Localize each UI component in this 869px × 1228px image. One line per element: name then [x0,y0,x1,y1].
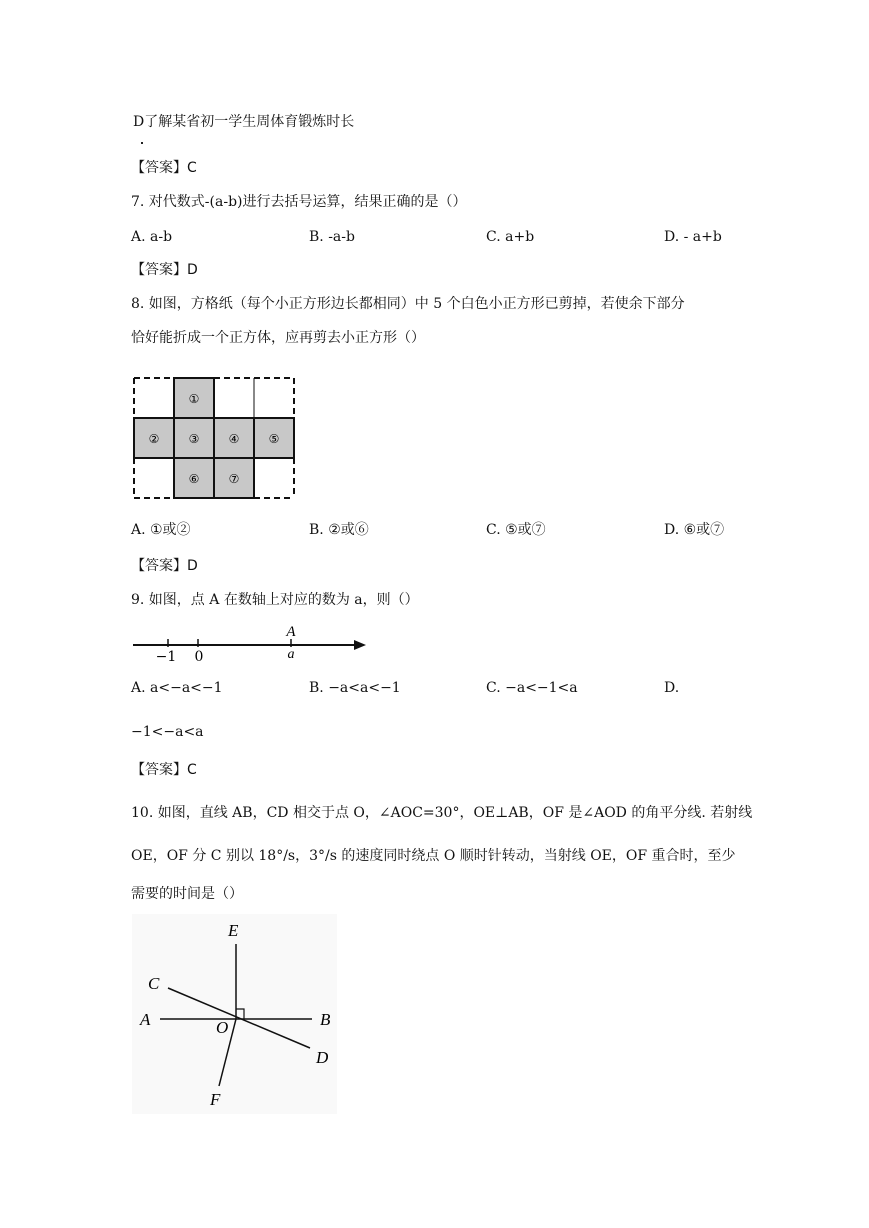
q9-option-b: B. −a<a<−1 [309,680,401,696]
question-10-line2: OE，OF 分 C 别以 18°/s，3°/s 的速度同时绕点 O 顺时针转动，当射线 OE，OF 重合时，至少 [131,848,736,864]
point-a-label: A [286,624,296,640]
cell-7: ⑦ [228,472,240,486]
q8-option-d: D. ⑥或⑦ [664,522,725,538]
question-9: 9. 如图，点 A 在数轴上对应的数为 a，则（） [131,592,419,608]
q9-option-a: A. a<−a<−1 [131,680,223,696]
tick-zero: 0 [194,649,204,665]
cube-net-figure [130,374,300,502]
number-line-figure [130,620,375,664]
cell-2: ② [148,432,160,446]
answer-9: 【答案】C [131,762,197,778]
question-10-line1: 10. 如图，直线 AB，CD 相交于点 O，∠AOC=30°，OE⊥AB，OF 是∠AOD 的角平分线. 若射线 [131,805,753,821]
q7-option-a: A. a-b [131,229,173,245]
label-f: F [210,1090,221,1109]
stray-dot [141,142,143,144]
label-a: A [140,1010,151,1029]
q8-option-b: B. ②或⑥ [309,522,369,538]
answer-6: 【答案】C [131,160,197,176]
label-o: O [216,1018,229,1037]
question-8-line1: 8. 如图，方格纸（每个小正方形边长都相同）中 5 个白色小正方形已剪掉，若使余下部分 [131,296,685,312]
cell-4: ④ [228,432,240,446]
q7-option-d: D. - a+b [664,229,722,245]
answer-7: 【答案】D [131,262,198,278]
label-b: B [320,1010,331,1029]
q7-option-b: B. -a-b [309,229,355,245]
label-d: D [316,1048,329,1067]
question-7: 7. 对代数式-(a-b)进行去括号运算，结果正确的是（） [131,194,467,210]
answer-8: 【答案】D [131,558,198,574]
option-d-text: D了解某省初一学生周体育锻炼时长 [133,114,355,130]
label-c: C [148,974,160,993]
cell-5: ⑤ [268,432,280,446]
q9-option-d: D. [664,680,680,696]
q9-option-d-content: −1<−a<a [131,724,204,740]
cell-6: ⑥ [188,472,200,486]
value-a-label: a [287,647,295,662]
tick-minus-one: −1 [155,649,177,665]
cell-3: ③ [188,432,200,446]
q9-option-c: C. −a<−1<a [486,680,578,696]
cell-1: ① [188,392,200,406]
question-8-line2: 恰好能折成一个正方体，应再剪去小正方形（） [131,330,425,346]
question-10-line3: 需要的时间是（） [131,886,243,902]
q8-option-a: A. ①或② [131,522,191,538]
label-e: E [228,921,239,940]
q7-option-c: C. a+b [486,229,535,245]
q8-option-c: C. ⑤或⑦ [486,522,546,538]
angle-figure [132,914,337,1114]
